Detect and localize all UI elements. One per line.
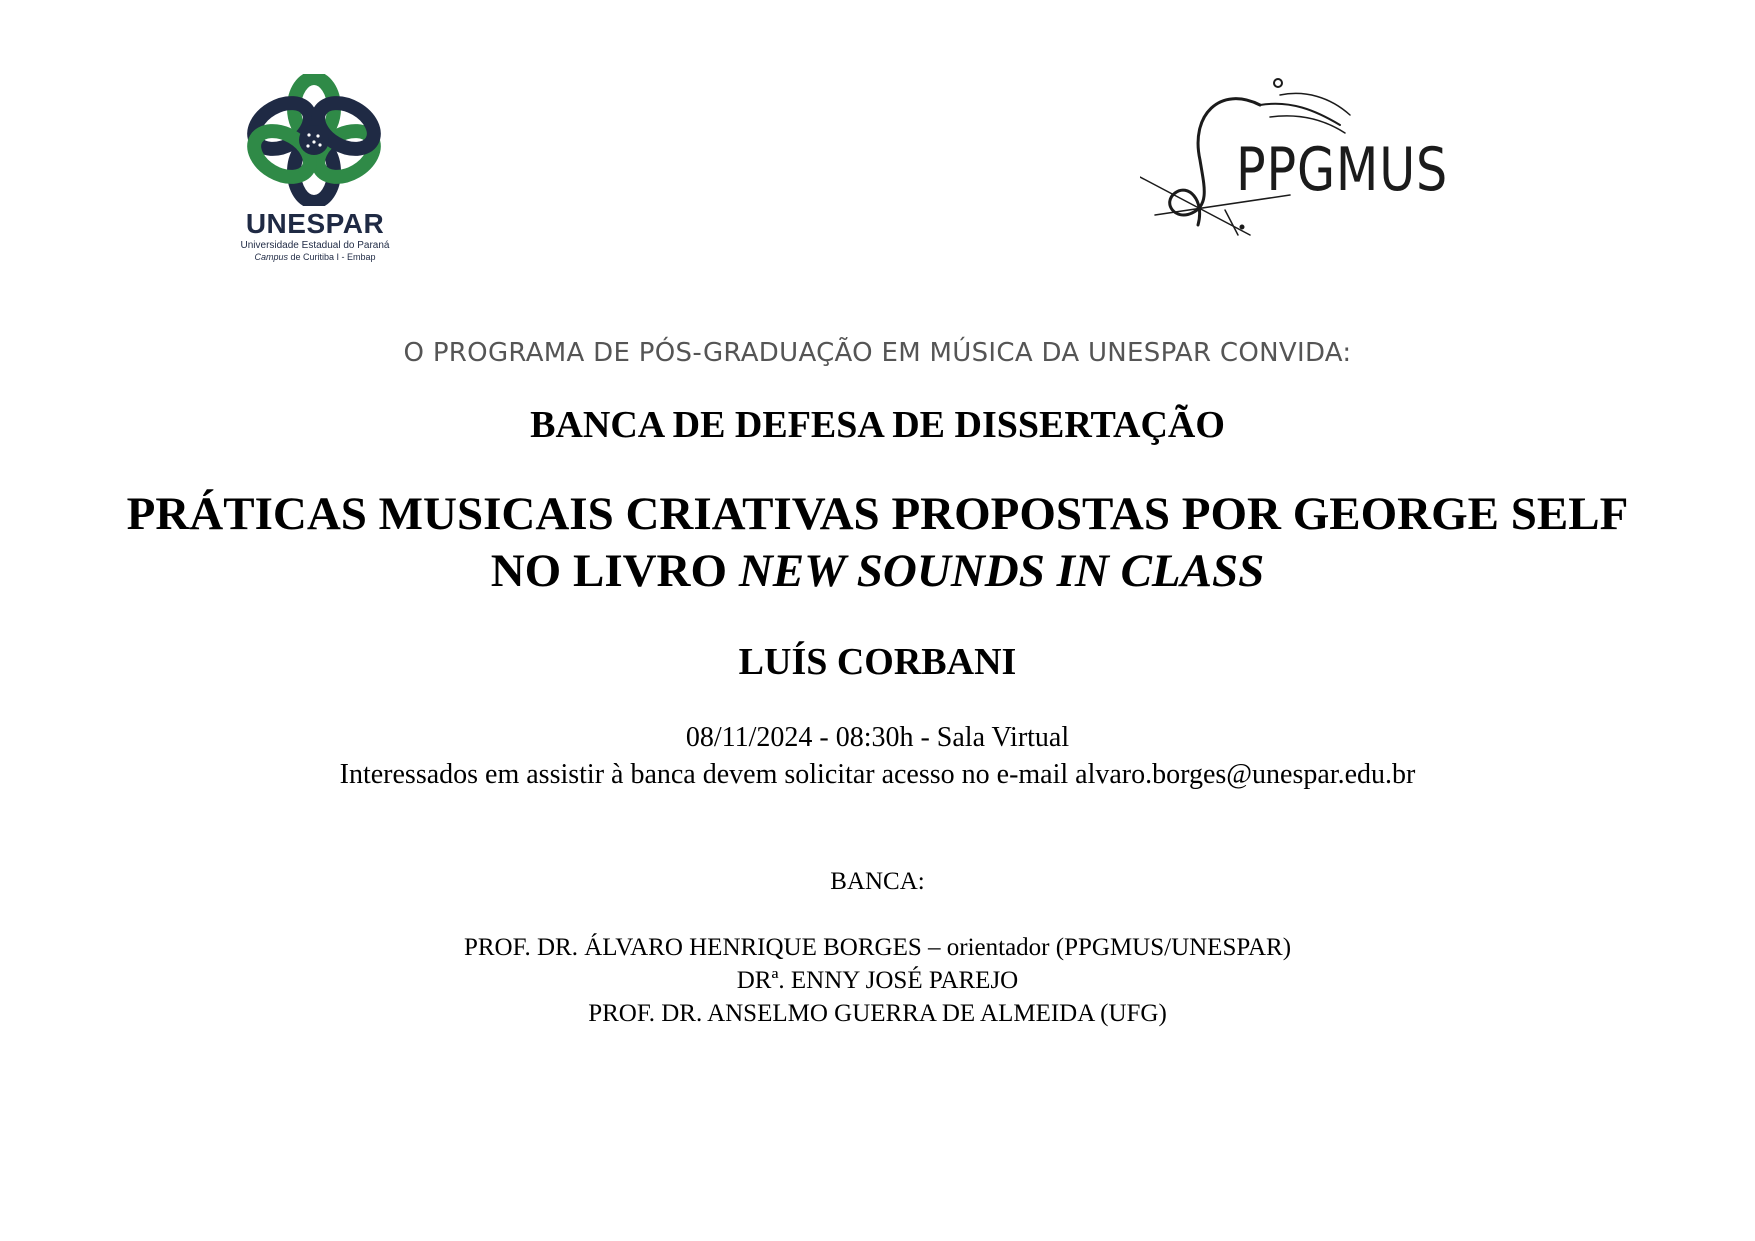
thesis-title [0,486,1755,600]
unespar-emblem-icon [244,74,384,206]
unespar-campus-rest: de Curitiba I - Embap [287,252,376,262]
unespar-logo [230,68,400,268]
thesis-title-line1: PRÁTICAS MUSICAIS CRIATIVAS PROPOSTAS POR GEORGE SELF [126,488,1629,540]
committee-member: PROF. DR. ÁLVARO HENRIQUE BORGES – orientador (PPGMUS/UNESPAR) [463,934,1292,961]
committee-member: PROF. DR. ANSELMO GUERRA DE ALMEIDA (UFG) [588,1000,1167,1027]
unespar-campus-italic: Campus [254,252,288,262]
ppgmus-name: PPGMUS [1236,135,1449,205]
author-name: LUÍS CORBANI [738,641,1017,683]
committee-member: DRª. ENNY JOSÉ PAREJO [736,967,1019,994]
thesis-title-line2 [0,543,1755,600]
event-type-heading: BANCA DE DEFESA DE DISSERTAÇÃO [530,404,1225,446]
unespar-name: UNESPAR [245,208,385,239]
committee-label: BANCA: [830,868,925,895]
ppgmus-logo [1140,75,1460,250]
unespar-campus [230,252,400,262]
unespar-subtitle: Universidade Estadual do Paraná [240,240,390,251]
thesis-title-prefix: NO LIVRO [490,545,739,597]
invite-line: O PROGRAMA DE PÓS-GRADUAÇÃO EM MÚSICA DA UNESPAR CONVIDA: [403,338,1352,368]
thesis-book-title: NEW SOUNDS IN CLASS [738,545,1265,597]
contact-info: Interessados em assistir à banca devem solicitar acesso no e-mail alvaro.borges@unespar.edu.br [339,759,1416,790]
event-datetime: 08/11/2024 - 08:30h - Sala Virtual [685,722,1070,753]
